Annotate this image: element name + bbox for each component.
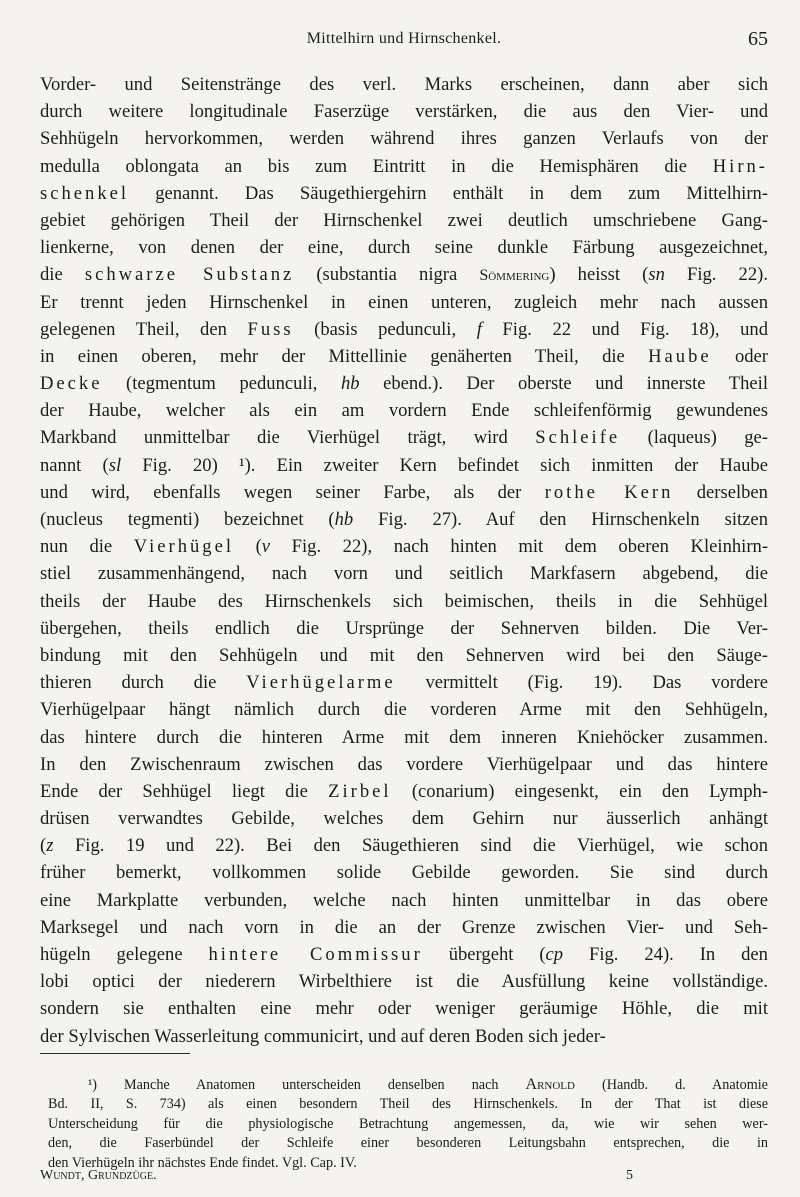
- text-line: [40, 98, 768, 125]
- text-line: [40, 1023, 768, 1050]
- text-line: [40, 887, 768, 914]
- text-run: die: [40, 264, 85, 286]
- text-run: übergehen, theils endlich die Ursprünge der Sehnerven bilden. Die Ver-: [40, 617, 768, 639]
- text-run: früher bemerkt, vollkommen solide Gebilde geworden. Sie sind durch: [40, 862, 768, 884]
- text-run: Fig. 19 und 22). Bei den Säugethieren sind die Vierhügel, wie schon: [53, 835, 768, 857]
- text-line: [40, 642, 768, 669]
- text-line: [40, 479, 768, 506]
- text-line: [40, 71, 768, 98]
- text-run: vermittelt (Fig. 19). Das vordere: [395, 672, 768, 694]
- text-line: [40, 751, 768, 778]
- text-line: [40, 289, 768, 316]
- text-line: [40, 941, 768, 968]
- spaced-term: Vierhügel: [133, 536, 235, 558]
- text-line: [40, 724, 768, 751]
- text-run: eine Markplatte verbunden, welche nach hinten unmittelbar in das obere: [40, 889, 768, 911]
- text-line: [40, 180, 768, 207]
- text-line: [40, 207, 768, 234]
- spaced-term: Schleife: [535, 427, 621, 449]
- text-line: [40, 343, 768, 370]
- text-run: den, die Faserbündel der Schleife einer besonderen Leitungsbahn entsprechen, die in: [48, 1135, 768, 1152]
- text-run: (: [40, 835, 47, 857]
- figure-label: v: [261, 536, 271, 558]
- text-run: (basis pedunculi,: [293, 318, 477, 340]
- spaced-term: Decke: [40, 373, 103, 395]
- text-line: [40, 424, 768, 451]
- text-run: theils der Haube des Hirnschenkels sich beimischen, theils in die Sehhügel: [40, 590, 768, 612]
- text-run: und wird, ebenfalls wegen seiner Farbe, als der: [40, 481, 545, 503]
- author-name: Arnold: [525, 1076, 575, 1093]
- text-run: Fig. 22).: [664, 264, 768, 286]
- text-line: [40, 696, 768, 723]
- text-run: Sehhügeln hervorkommen, werden während ihres ganzen Verlaufs von der: [40, 128, 768, 150]
- spaced-term: schwarze Substanz: [84, 264, 295, 286]
- text-line: [40, 968, 768, 995]
- text-run: oder: [711, 345, 768, 367]
- text-run: Vorder- und Seitenstränge des verl. Marks erscheinen, dann aber sich: [40, 74, 768, 95]
- text-line: [40, 397, 768, 424]
- text-run: in einen oberen, mehr der Mittellinie genäherten Theil, die: [40, 345, 649, 367]
- text-run: Vierhügelpaar hängt nämlich durch die vorderen Arme mit den Sehhügeln,: [40, 699, 768, 721]
- text-run: derselben: [673, 481, 768, 503]
- text-run: der Haube, welcher als ein am vordern Ende schleifenförmig gewundenes: [40, 400, 768, 422]
- text-run: gebiet gehörigen Theil der Hirnschenkel zwei deutlich umschriebene Gang-: [40, 209, 768, 231]
- text-run: Fig. 22), nach hinten mit dem oberen Kleinhirn-: [270, 536, 768, 558]
- page-number: 65: [748, 28, 768, 50]
- text-line: [40, 370, 768, 397]
- spaced-term: hintere Commissur: [208, 944, 423, 965]
- text-run: In den Zwischenraum zwischen das vordere Vierhügelpaar und das hintere: [40, 753, 768, 775]
- figure-label: f: [476, 318, 482, 340]
- footnote-line: [48, 1075, 768, 1095]
- text-run: den Vierhügeln ihr nächstes Ende findet. Vgl. Cap. IV.: [48, 1155, 357, 1172]
- text-run: hügeln gelegene: [40, 944, 209, 965]
- text-run: lobi optici der niederern Wirbelthiere ist die Ausfüllung keine vollständige.: [40, 971, 768, 993]
- text-line: [40, 261, 768, 288]
- text-line: [40, 452, 768, 479]
- spaced-term: Haube: [648, 345, 712, 367]
- text-line: [40, 588, 768, 615]
- text-line: [40, 914, 768, 941]
- spaced-term: Hirn-: [712, 155, 768, 177]
- text-run: ebend.). Der oberste und innerste Theil: [359, 373, 768, 395]
- text-run: Fig. 24). In den: [563, 944, 768, 965]
- figure-label: sl: [108, 454, 122, 476]
- text-run: (conarium) eingesenkt, ein den Lymph-: [391, 780, 768, 802]
- text-run: nannt (: [40, 454, 109, 476]
- running-title: Mittelhirn und Hirnschenkel.: [306, 30, 502, 47]
- text-line: [40, 533, 768, 560]
- text-run: der Sylvischen Wasserleitung communicirt, und auf deren Boden sich jeder-: [40, 1025, 606, 1047]
- footnote-line: [48, 1134, 768, 1154]
- figure-label: hb: [334, 509, 354, 530]
- text-run: Fig. 20) ¹). Ein zweiter Kern befindet sich inmitten der Haube: [121, 454, 768, 476]
- text-line: [40, 995, 768, 1022]
- text-run: (laqueus) ge-: [620, 427, 768, 449]
- figure-label: z: [46, 835, 54, 857]
- text-line: [40, 125, 768, 152]
- text-run: Marksegel und nach vorn in die an der Grenze zwischen Vier- und Seh-: [40, 916, 768, 938]
- running-header: [40, 28, 768, 56]
- text-run: (substantia nigra: [294, 264, 480, 286]
- footnote-line: [48, 1115, 768, 1135]
- spaced-term: schenkel: [40, 182, 130, 204]
- text-run: Er trennt jeden Hirnschenkel in einen unteren, zugleich mehr nach aussen: [40, 291, 768, 313]
- text-run: genannt. Das Säugethiergehirn enthält in dem zum Mittelhirn-: [129, 182, 768, 204]
- spaced-term: Fuss: [247, 318, 294, 340]
- text-line: [40, 316, 768, 343]
- figure-label: hb: [340, 373, 360, 395]
- author-name: Sömmering: [479, 267, 550, 285]
- signature-mark: Wundt, Grundzüge.: [40, 1168, 157, 1183]
- text-run: Fig. 22 und Fig. 18), und: [481, 318, 768, 340]
- figure-label: cp: [545, 944, 564, 965]
- text-run: übergeht (: [422, 944, 546, 965]
- main-text: [40, 71, 768, 1050]
- text-line: [40, 669, 768, 696]
- text-run: lienkerne, von denen der eine, durch seine dunkle Färbung ausgezeichnet,: [40, 237, 768, 259]
- text-run: (nucleus tegmenti) bezeichnet (: [40, 509, 335, 530]
- text-run: Fig. 27). Auf den Hirnschenkeln sitzen: [353, 509, 768, 530]
- text-run: (: [234, 536, 262, 558]
- text-line: [40, 805, 768, 832]
- figure-label: sn: [648, 264, 665, 286]
- text-run: stiel zusammenhängend, nach vorn und seitlich Markfasern abgebend, die: [40, 563, 768, 585]
- text-run: gelegenen Theil, den: [40, 318, 248, 340]
- page-footer: [40, 1168, 768, 1188]
- text-line: [40, 778, 768, 805]
- text-run: Unterscheidung für die physiologische Betrachtung angemessen, da, wie wir sehen wer-: [48, 1115, 768, 1132]
- text-line: [40, 560, 768, 587]
- text-line: [40, 153, 768, 180]
- text-run: ) heisst (: [549, 264, 649, 286]
- footnote-line: [48, 1095, 768, 1115]
- text-run: durch weitere longitudinale Faserzüge verstärken, die aus den Vier- und: [40, 101, 768, 123]
- text-run: Markband unmittelbar die Vierhügel trägt, wird: [40, 427, 536, 449]
- text-run: das hintere durch die hinteren Arme mit dem inneren Kniehöcker zusammen.: [40, 726, 768, 748]
- text-line: [40, 234, 768, 261]
- footnotes: [48, 1075, 768, 1174]
- text-run: thieren durch die: [40, 672, 247, 694]
- text-line: [40, 506, 768, 533]
- text-run: (Handb. d. Anatomie: [574, 1077, 768, 1093]
- text-run: bindung mit den Sehhügeln und mit den Sehnerven wird bei den Säuge-: [40, 644, 768, 666]
- text-run: Bd. II, S. 734) als einen besondern Theil des Hirnschenkels. In der That ist diese: [48, 1095, 768, 1112]
- text-run: (tegmentum pedunculi,: [102, 373, 341, 395]
- spaced-term: Zirbel: [328, 780, 392, 802]
- text-run: sondern sie enthalten eine mehr oder weniger geräumige Höhle, die mit: [40, 998, 768, 1020]
- footnote-rule: [40, 1053, 190, 1054]
- text-run: drüsen verwandtes Gebilde, welches dem Gehirn nur äusserlich anhängt: [40, 808, 768, 830]
- text-line: [40, 832, 768, 859]
- text-run: Ende der Sehhügel liegt die: [40, 780, 329, 802]
- sheet-number: 5: [626, 1168, 633, 1183]
- text-run: ¹) Manche Anatomen unterscheiden denselben nach: [88, 1077, 526, 1093]
- spaced-term: rothe Kern: [544, 481, 674, 503]
- spaced-term: Vierhügelarme: [246, 672, 396, 694]
- text-run: medulla oblongata an bis zum Eintritt in die Hemisphären die: [40, 155, 713, 177]
- text-line: [40, 859, 768, 886]
- text-line: [40, 615, 768, 642]
- text-run: nun die: [40, 536, 134, 558]
